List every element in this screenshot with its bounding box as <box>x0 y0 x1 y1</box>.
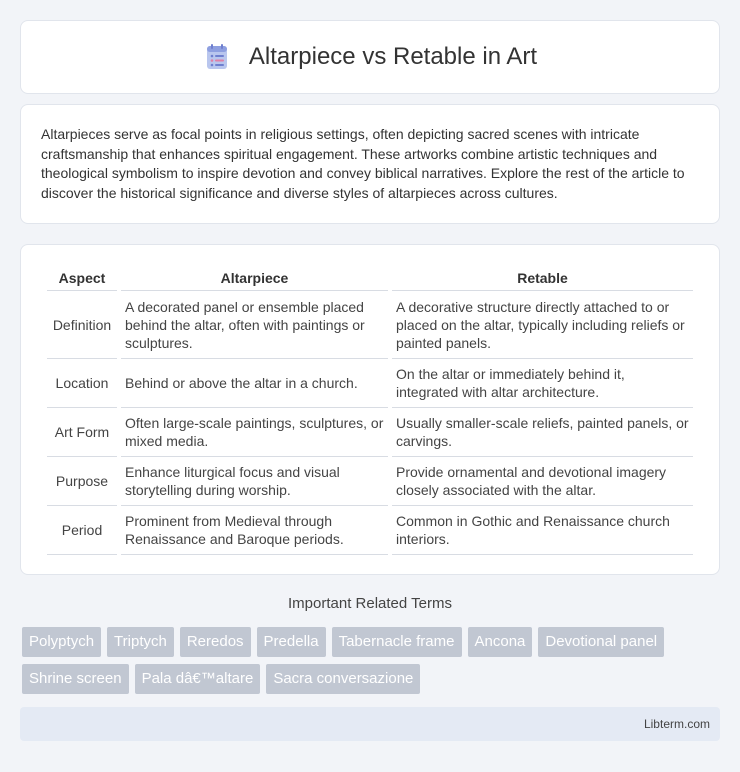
cell-altarpiece: Often large-scale paintings, sculptures, or mixed media. <box>121 408 388 457</box>
cell-retable: Usually smaller-scale reliefs, painted panels, or carvings. <box>392 408 693 457</box>
table-header-row <box>47 265 693 291</box>
cell-altarpiece: A decorated panel or ensemble placed behind the altar, often with paintings or sculptures. <box>121 291 388 359</box>
table-row <box>47 408 693 457</box>
cell-altarpiece: Enhance liturgical focus and visual storytelling during worship. <box>121 457 388 506</box>
related-term-tag[interactable]: Devotional panel <box>538 627 664 657</box>
cell-aspect: Definition <box>47 291 117 359</box>
table-row <box>47 291 693 359</box>
header-aspect: Aspect <box>47 265 117 291</box>
intro-card <box>20 104 720 224</box>
related-term-tag[interactable]: Sacra conversazione <box>266 664 420 694</box>
cell-retable: A decorative structure directly attached to or placed on the altar, typically including reliefs or painted panels. <box>392 291 693 359</box>
header-retable: Retable <box>392 265 693 291</box>
related-term-tag[interactable]: Pala dâ€™altare <box>135 664 261 694</box>
cell-aspect: Period <box>47 506 117 555</box>
title-card <box>20 20 720 94</box>
intro-text: Altarpieces serve as focal points in religious settings, often depicting sacred scenes with intricate craftsmanship that enhances spiritual engagement. These artworks combine artistic techniques and theological symbolism to inspire devotion and convey biblical narratives. Explore the rest of the article to discover the historical significance and diverse styles of altarpieces across cultures. <box>41 126 685 201</box>
related-term-tag[interactable]: Tabernacle frame <box>332 627 462 657</box>
cell-aspect: Art Form <box>47 408 117 457</box>
related-terms-list <box>22 627 722 694</box>
related-term-tag[interactable]: Reredos <box>180 627 251 657</box>
cell-retable: On the altar or immediately behind it, integrated with altar architecture. <box>392 359 693 408</box>
cell-aspect: Location <box>47 359 117 408</box>
related-term-tag[interactable]: Ancona <box>468 627 533 657</box>
footer <box>20 707 720 741</box>
cell-retable: Common in Gothic and Renaissance church interiors. <box>392 506 693 555</box>
document-list-icon <box>203 43 231 71</box>
cell-altarpiece: Behind or above the altar in a church. <box>121 359 388 408</box>
related-term-tag[interactable]: Polyptych <box>22 627 101 657</box>
page-title: Altarpiece vs Retable in Art <box>248 43 538 70</box>
cell-altarpiece: Prominent from Medieval through Renaissance and Baroque periods. <box>121 506 388 555</box>
related-term-tag[interactable]: Shrine screen <box>22 664 129 694</box>
comparison-table <box>43 265 697 555</box>
related-terms-title: Important Related Terms <box>288 595 452 612</box>
table-row <box>47 457 693 506</box>
cell-retable: Provide ornamental and devotional imagery closely associated with the altar. <box>392 457 693 506</box>
cell-aspect: Purpose <box>47 457 117 506</box>
table-row <box>47 506 693 555</box>
footer-site-link[interactable]: Libterm.com <box>643 717 710 731</box>
related-term-tag[interactable]: Triptych <box>107 627 174 657</box>
table-row <box>47 359 693 408</box>
related-term-tag[interactable]: Predella <box>257 627 326 657</box>
comparison-table-card <box>20 244 720 575</box>
header-altarpiece: Altarpiece <box>121 265 388 291</box>
